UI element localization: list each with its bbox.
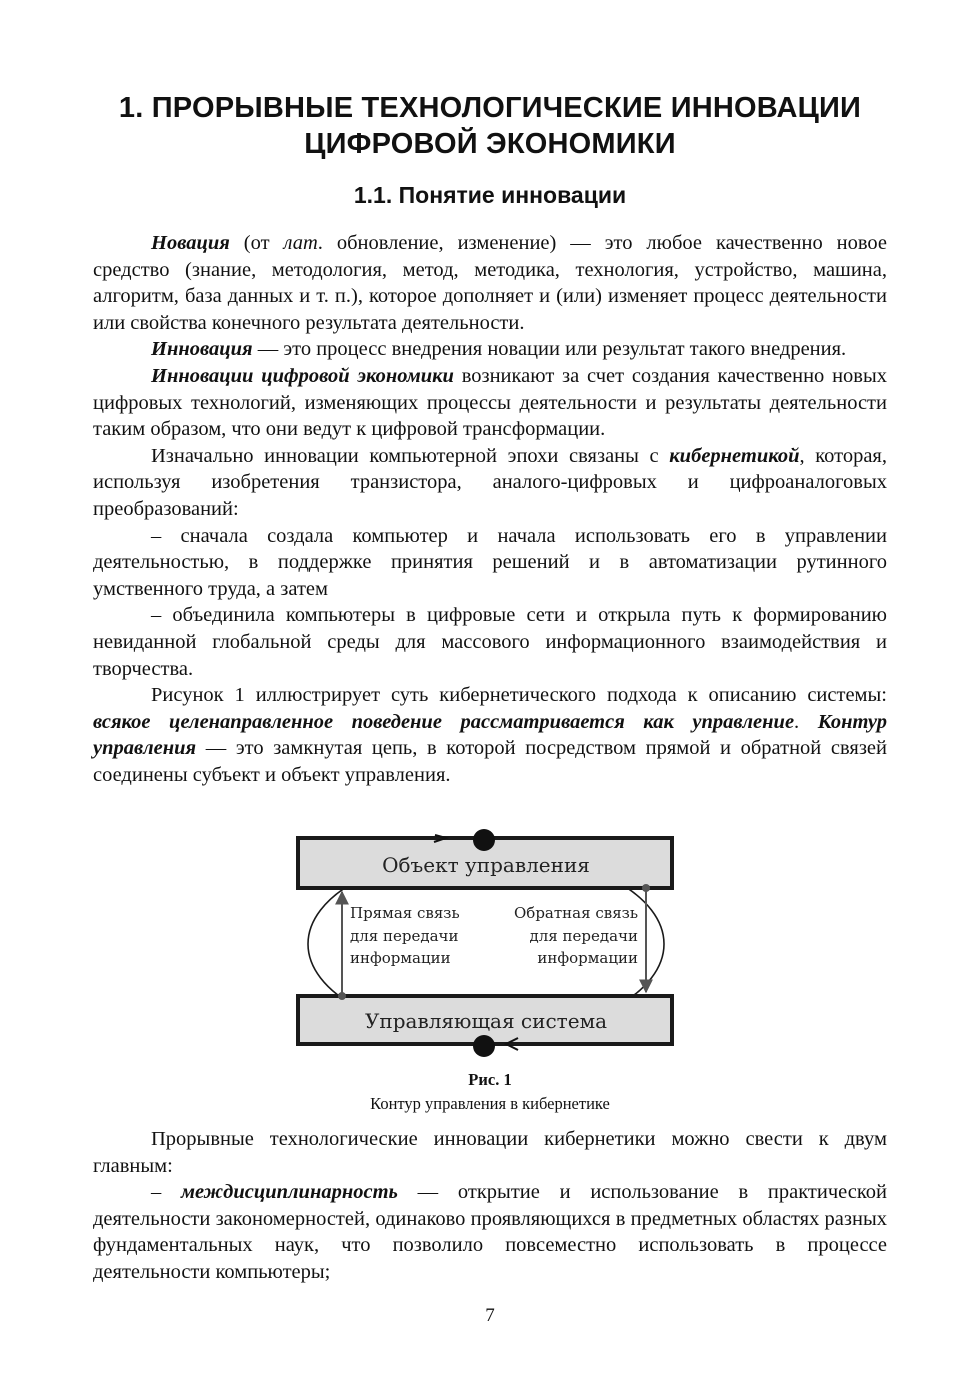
term-novation: Новация [151,232,230,254]
emphasis-management: всякое целенаправленное поведение рассматривается как управление [93,710,795,733]
feedback-link-label: Обратная связь для передачи информации [514,904,638,967]
paragraph-digital-innovation: Инновации цифровой экономики возникают за счет создания качественно новых цифровых технологий, изменяющих процессы деятельности и результаты деятельности таким образом, что они ведут к цифровой трансформации. [93,364,887,441]
paragraph-innovation: Инновация — это процесс внедрения новации или результат такого внедрения. [151,338,847,361]
paragraph-figure-intro: Рисунок 1 иллюстрирует суть кибернетического подхода к описанию системы: всякое целенаправленное поведение рассматривается как управление. Контур управления — это замкнутая цепь, в которой посредством прямой и обратной связей соединены субъект и объект управления. [93,684,887,786]
paragraph-breakthrough: Прорывные технологические инновации кибернетики можно свести к двум главным: [93,1128,887,1177]
section-title: 1.1. Понятие инновации [353,182,627,208]
chapter-title-line2: ЦИФРОВОЙ ЭКОНОМИКИ [304,128,676,160]
list-item-computer: – сначала создала компьютер и начала использовать его в управлении деятельностью, в поддержке принятия решений и в автоматизации рутинного умственного труда, а затем [93,524,887,600]
paragraph-novation: Новация (от лат. обновление, изменение) — это любое качественно новое средство (знание, методология, метод, методика, технология, устройство, машина, алгоритм, база данных и т. п.), которое дополняет и (или) изменяет процесс деятельности или свойства конечного результата деятельности. [93,232,888,334]
figure-control-loop [296,826,676,1060]
top-junction-dot [473,829,495,851]
object-box-label: Объект управления [382,853,590,877]
bottom-junction-dot [473,1035,495,1057]
chapter-title [90,90,890,162]
body-text-lower [93,1126,887,1286]
term-interdisciplinarity: междисциплинарность [181,1181,398,1204]
list-item-interdisciplinarity: – междисциплинарность — открытие и использование в практической деятельности закономерностей, одинаково проявляющихся в предметных областях разных фундаментальных наук, что позволило повсеместно использовать в процессе деятельности компьютеры; [93,1181,888,1283]
control-system-label: Управляющая система [364,1009,608,1033]
chapter-title-line1: 1. ПРОРЫВНЫЕ ТЕХНОЛОГИЧЕСКИЕ ИННОВАЦИИ [118,92,862,124]
forward-link-label: Прямая связь для передачи информации [350,904,460,967]
page-number: 7 [485,1305,495,1326]
figure-caption-text: Контур управления в кибернетике [370,1094,610,1113]
term-cybernetics: кибернетикой [669,444,800,467]
paragraph-cybernetics: Изначально инновации компьютерной эпохи связаны с кибернетикой, которая, используя изобретения транзистора, аналого-цифровых и цифроаналоговых преобразований: [93,444,887,520]
term-digital-innovation: Инновации цифровой экономики [151,364,454,387]
term-control-loop: Контур управления [93,710,887,760]
body-text-upper [93,230,887,788]
feedback-node-dot [642,884,650,892]
term-innovation: Инновация [151,338,253,361]
figure-caption-number: Рис. 1 [468,1070,512,1089]
forward-node-dot [338,992,346,1000]
list-item-networks: – объединила компьютеры в цифровые сети и открыла путь к формированию невиданной глобальной среды для массового информационного взаимодействия и творчества. [93,604,887,680]
